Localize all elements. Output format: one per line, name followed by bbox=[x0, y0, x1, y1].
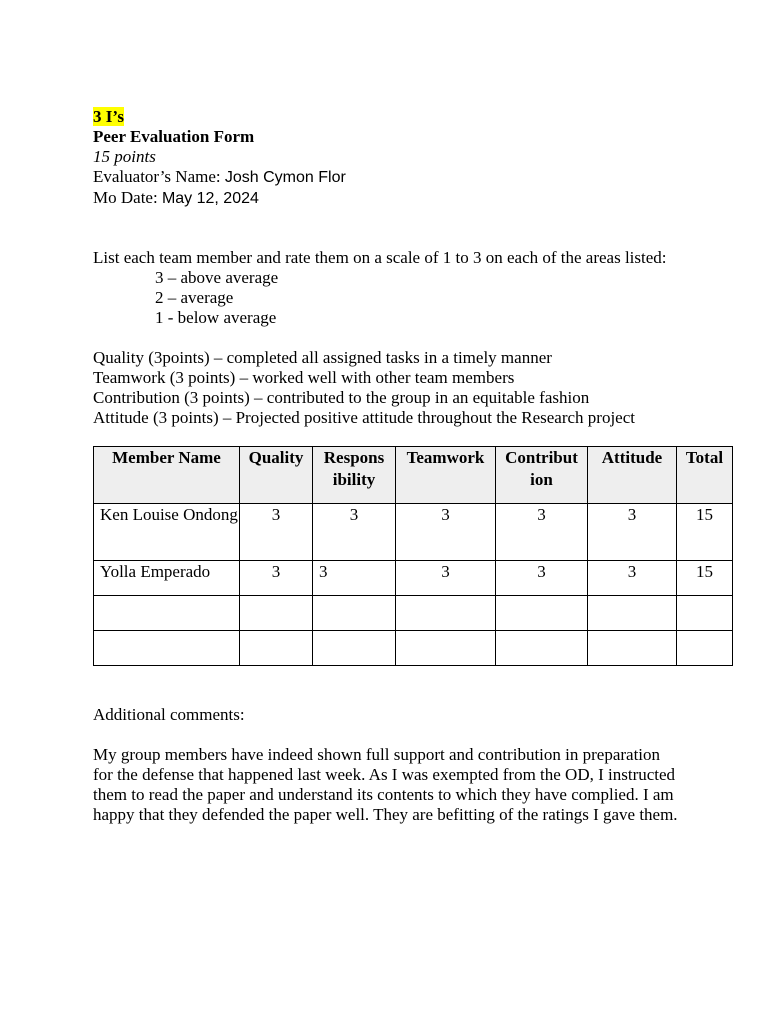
criterion-contribution: Contribution (3 points) – contributed to the group in an equitable fashion bbox=[93, 388, 590, 407]
teamwork-cell: 3 bbox=[396, 504, 496, 561]
scale-2: 2 – average bbox=[155, 288, 234, 307]
header-tag bbox=[93, 107, 733, 127]
header-member-name: Member Name bbox=[94, 447, 240, 504]
attitude-cell bbox=[588, 596, 677, 631]
date-line bbox=[93, 188, 733, 209]
contribution-cell bbox=[496, 596, 588, 631]
teamwork-cell: 3 bbox=[396, 561, 496, 596]
attitude-cell bbox=[588, 631, 677, 666]
form-title: Peer Evaluation Form bbox=[93, 127, 255, 146]
highlighted-tag: 3 I’s bbox=[93, 107, 125, 126]
teamwork-cell bbox=[396, 631, 496, 666]
contribution-cell: 3 bbox=[496, 504, 588, 561]
instructions-intro: List each team member and rate them on a scale of 1 to 3 on each of the areas listed: bbox=[93, 248, 667, 267]
total-cell bbox=[677, 631, 733, 666]
table-row bbox=[94, 561, 733, 596]
quality-cell: 3 bbox=[240, 561, 313, 596]
table-row bbox=[94, 631, 733, 666]
total-cell: 15 bbox=[677, 561, 733, 596]
evaluator-label: Evaluator’s Name: bbox=[93, 167, 225, 186]
evaluator-line bbox=[93, 167, 733, 188]
member-name-cell: Ken Louise Ondong bbox=[94, 504, 240, 561]
comments-text: My group members have indeed shown full support and contribution in preparation for the defense that happened last week. As I was exempted from the OD, I instructed them to read the paper and understand its contents to which they have complied. I am happy that they defended the paper well. They are befitting of the ratings I gave them. bbox=[93, 745, 678, 824]
responsibility-cell: 3 bbox=[313, 504, 396, 561]
responsibility-cell bbox=[313, 631, 396, 666]
quality-cell: 3 bbox=[240, 504, 313, 561]
criterion-attitude: Attitude (3 points) – Projected positive attitude throughout the Research project bbox=[93, 408, 635, 427]
contribution-cell: 3 bbox=[496, 561, 588, 596]
table-row bbox=[94, 504, 733, 561]
attitude-cell: 3 bbox=[588, 561, 677, 596]
criterion-quality: Quality (3points) – completed all assigned tasks in a timely manner bbox=[93, 348, 552, 367]
attitude-cell: 3 bbox=[588, 504, 677, 561]
evaluator-name: Josh Cymon Flor bbox=[224, 169, 346, 186]
criterion-teamwork: Teamwork (3 points) – worked well with other team members bbox=[93, 368, 515, 387]
header-teamwork: Teamwork bbox=[396, 447, 496, 504]
member-name-cell: Yolla Emperado bbox=[94, 561, 240, 596]
rating-table bbox=[93, 446, 733, 666]
responsibility-cell bbox=[313, 596, 396, 631]
teamwork-cell bbox=[396, 596, 496, 631]
quality-cell bbox=[240, 596, 313, 631]
comments-label: Additional comments: bbox=[93, 705, 245, 724]
total-cell: 15 bbox=[677, 504, 733, 561]
date-label: Mo Date: bbox=[93, 188, 162, 207]
header-attitude: Attitude bbox=[588, 447, 677, 504]
scale-3: 3 – above average bbox=[155, 268, 279, 287]
responsibility-cell: 3 bbox=[313, 561, 396, 596]
header-responsibility: Respons ibility bbox=[313, 447, 396, 504]
table-header-row bbox=[94, 447, 733, 504]
member-name-cell bbox=[94, 596, 240, 631]
table-row bbox=[94, 596, 733, 631]
scale-1: 1 - below average bbox=[155, 308, 277, 327]
total-cell bbox=[677, 596, 733, 631]
header-contribution: Contribut ion bbox=[496, 447, 588, 504]
header-quality: Quality bbox=[240, 447, 313, 504]
member-name-cell bbox=[94, 631, 240, 666]
points-label: 15 points bbox=[93, 147, 156, 166]
date-value: May 12, 2024 bbox=[161, 190, 259, 207]
document-page bbox=[93, 107, 733, 825]
quality-cell bbox=[240, 631, 313, 666]
header-total: Total bbox=[677, 447, 733, 504]
contribution-cell bbox=[496, 631, 588, 666]
